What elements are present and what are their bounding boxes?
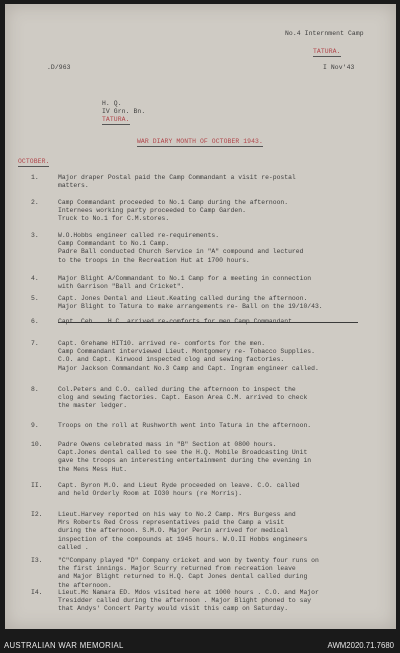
entry-number: 7. xyxy=(31,340,39,347)
entry-line: Major draper Postal paid the Camp Commandant a visit re-postal xyxy=(58,174,296,181)
entry-line: Capt. Jones Dental and Lieut.Keating called during the afternoon. xyxy=(58,295,308,302)
entry-line: the first innings. Major Scurry returned from recreation leave xyxy=(58,565,296,573)
document-page xyxy=(5,4,396,629)
diary-entry xyxy=(58,295,388,311)
diary-entry xyxy=(58,174,388,190)
diary-entry xyxy=(58,557,388,590)
entry-line: Internees working party proceeded to Camp Garden. xyxy=(58,207,246,215)
entry-line: and held Orderly Room at IO30 hours (re Morris). xyxy=(58,490,243,498)
diary-entry xyxy=(58,589,388,614)
entry-line: the master ledger. xyxy=(58,402,128,410)
entry-number: I4. xyxy=(31,589,43,596)
entry-number: 1. xyxy=(31,174,39,181)
entry-number: 4. xyxy=(31,275,39,282)
entry-line: Camp Commandant interviewed Lieut. Montgomery re- Tobacco Supplies. xyxy=(58,348,315,356)
location-heading: TATURA. xyxy=(313,48,341,55)
diary-entry xyxy=(58,275,388,291)
reference-number: .D/963 xyxy=(47,64,71,71)
entry-line: Major Blight to Tatura to make arrangements re- Ball on the 19/10/43. xyxy=(58,303,323,311)
entry-line: Mrs Roberts Red Cross representatives paid the Camp a visit xyxy=(58,519,285,527)
section-heading: OCTOBER. xyxy=(18,158,50,165)
diary-title: WAR DIARY MONTH OF OCTOBER 1943. xyxy=(137,138,263,145)
entry-line: Capt.Jones dental called to see the H.Q. Mobile Broadcasting Unit xyxy=(58,449,308,457)
entry-line: Col.Peters and C.O. called during the afternoon to inspect the xyxy=(58,386,296,393)
footer-bar xyxy=(0,638,400,653)
diary-entry xyxy=(58,482,388,498)
diary-entry xyxy=(58,199,388,224)
diary-entry xyxy=(58,340,388,373)
entry-line: Camp Commandant proceeded to No.1 Camp during the afternoon. xyxy=(58,199,289,206)
entry-number: 10. xyxy=(31,441,43,448)
entry-line: "C"Company played "D" Company cricket and won by twenty four runs on xyxy=(58,557,319,564)
entry-line: Major Jackson Commandant No.3 Camp and Capt. Ingram engineer called. xyxy=(58,364,319,372)
entry-line: matters. xyxy=(58,182,89,190)
diary-entry xyxy=(58,386,388,411)
diary-entry xyxy=(58,441,388,474)
diary-entry xyxy=(58,232,388,265)
entry-number: 2. xyxy=(31,199,39,206)
entry-line: Padre Ball conducted Church Service in "A" compound and lectured xyxy=(58,248,304,256)
entry-line: Lieut.Harvey reported on his way to No.2 Camp. Mrs Burgess and xyxy=(58,511,296,518)
entry-line: Truck to No.1 for C.M.stores. xyxy=(58,215,170,223)
address-line-1: H. Q. xyxy=(102,100,122,107)
entry-line: Camp Commandant to No.1 Camp. xyxy=(58,240,170,248)
camp-name: No.4 Internment Camp xyxy=(285,30,364,37)
entry-line: the afternoon. xyxy=(58,581,112,589)
entry-number: 3. xyxy=(31,232,39,239)
entry-number: II. xyxy=(31,482,43,489)
entry-line: Lieut.Mc Namara ED. Mdos visited here at 1000 hours . C.O. and Major xyxy=(58,589,319,596)
footer-accession-number: AWM2020.71.7680 xyxy=(327,641,394,650)
entry-number: 9. xyxy=(31,422,39,429)
entry-line: that Andys' Concert Party would visit this camp on Saturday. xyxy=(58,605,289,613)
document-date: I Nov'43 xyxy=(323,64,355,71)
entry-number: I3. xyxy=(31,557,43,564)
diary-entry xyxy=(58,422,388,430)
entry-line: Major Blight A/Commandant to No.1 Camp for a meeting in connection xyxy=(58,275,312,282)
entry-line: called . xyxy=(58,543,89,551)
entry-line: Padre Owens celebrated mass in "B" Section at 0800 hours. xyxy=(58,441,277,448)
strikethrough-line xyxy=(58,322,358,323)
entry-line: inspection of the compounds at 1945 hours. W.O.II Hobbs engineers xyxy=(58,535,308,543)
entry-line: Capt. Grehame HIT10. arrived re- comforts for the men. xyxy=(58,340,266,347)
footer-archive-name: AUSTRALIAN WAR MEMORIAL xyxy=(4,641,124,650)
entry-number: 5. xyxy=(31,295,39,302)
entry-line: the Mens Mess Hut. xyxy=(58,465,128,473)
entry-line: Tresidder called during the afternoon . Major Blight phoned to say xyxy=(58,597,312,605)
entry-line: W.O.Hobbs engineer called re-requirements. xyxy=(58,232,220,239)
entry-number: 8. xyxy=(31,386,39,393)
entry-number: I2. xyxy=(31,511,43,518)
address-line-3: TATURA. xyxy=(102,116,130,123)
entry-line: and Major Blight returned to H.Q. Capt Jones dental called during xyxy=(58,573,308,581)
entry-line: C.O. and Capt. Kirwood inspected clog and sewing factories. xyxy=(58,356,285,364)
entry-number: 6. xyxy=(31,318,39,325)
entry-line: with Garrison "Ball and Cricket". xyxy=(58,283,185,291)
entry-line: during the afternoon. S.M.O. Major Perin arrived for medical xyxy=(58,527,289,535)
entry-line: Capt. Byron M.O. and Lieut Ryde proceeded on leave. C.O. called xyxy=(58,482,300,489)
diary-entry xyxy=(58,511,388,552)
entry-line: to the troops in the Recreation Hut at 1700 hours. xyxy=(58,256,250,264)
address-line-2: IV Grn. Bn. xyxy=(102,108,146,115)
entry-line: clog and sewing factories. Capt. Eason Area C.M. arrived to check xyxy=(58,394,308,402)
entry-line: Troops on the roll at Rushworth went into Tatura in the afternoon. xyxy=(58,422,312,429)
entry-line: gave the troops an interesting entertainment during the evening in xyxy=(58,457,312,465)
